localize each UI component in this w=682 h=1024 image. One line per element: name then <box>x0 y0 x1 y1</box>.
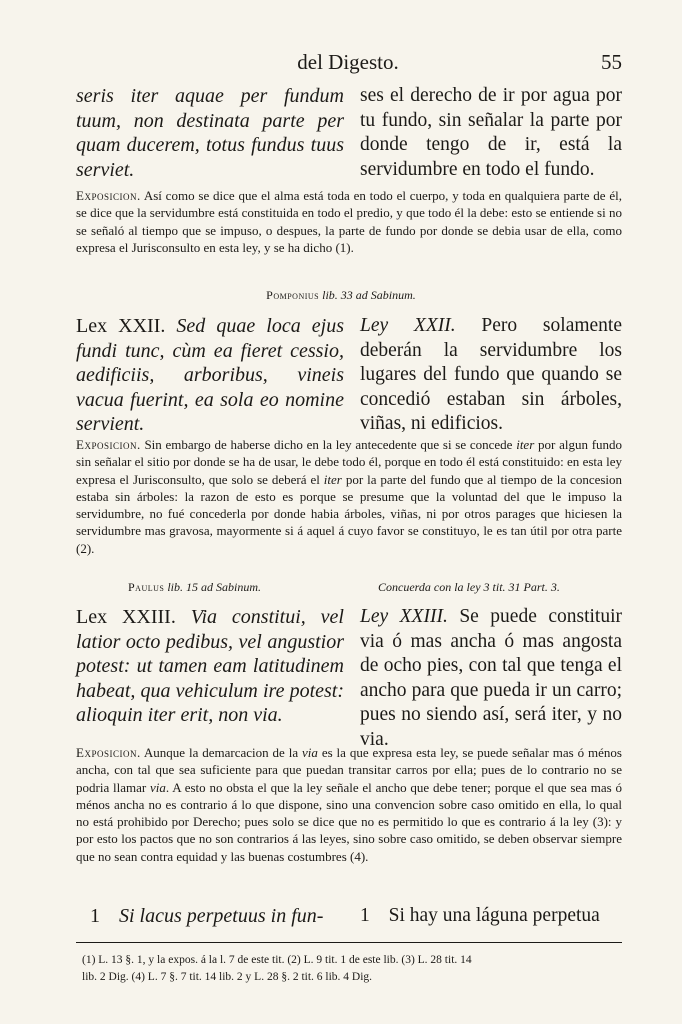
exposicion-2 <box>76 436 622 557</box>
exposicion-text: Sin embargo de haberse dicho en la ley antecedente que si se concede <box>144 437 513 452</box>
lex-22-latin-text: Sed quae loca ejus fundi tunc, cùm ea fieret cessio, aedificiis, arboribus, vineis vacua fuerint, ea sola eo nomine servient. <box>76 315 344 435</box>
concordance-note <box>378 580 560 595</box>
next-law-latin <box>76 904 344 929</box>
page-number: 55 <box>601 50 622 74</box>
spanish-text: ses el derecho de ir por agua por tu fundo, sin señalar la parte por donde tengo de ir, está la servidumbre en todo el fundo. <box>360 85 622 180</box>
lex-23 <box>76 605 622 752</box>
paragraph-number: 1 <box>360 905 370 926</box>
lex-22-latin <box>76 314 344 437</box>
exposicion-1 <box>76 187 622 256</box>
exposicion-3 <box>76 744 622 865</box>
source-pomponius <box>0 288 682 303</box>
footnote-line: (1) L. 13 §. 1, y la expos. á la l. 7 de este tit. (2) L. 9 tit. 1 de este lib. (3) L. 28 tit. 14 <box>82 954 472 966</box>
lex-23-spanish-text: Se puede constituir via ó mas ancha ó mas angosta de ocho pies, con tal que tenga el ancho para que pueda ir un carro; pues no siendo así, será iter, y no via. <box>360 606 622 750</box>
exposicion-text: Así como se dice que el alma está toda en todo el cuerpo, y toda en qualquiera parte de él, se dice que la servidumbre está constituida en todo el predio, y que todo él la debe: esto se entiende si no se señaló al tiempo que se impuso, o despues, la parte de fundo por donde se debia usar de ella, como expresa el Jurisconsulto en esta ley, y se ha dicho (1). <box>76 188 622 255</box>
footnotes <box>82 952 622 986</box>
exposicion-text: es la que expresa esta ley, se puede señalar mas ó ménos ancha, con tal que sea suficiente para que puedan transitar carros por ella; pues de lo contrario no se podria llamar <box>76 745 622 795</box>
lex-23-latin <box>76 605 344 752</box>
next-law-latin-text: Si lacus perpetuus in fun- <box>119 905 324 927</box>
next-law-spanish-text: Si hay una láguna perpetua <box>388 905 600 926</box>
lex-23-latin-label: Lex XXIII. <box>76 606 176 628</box>
page-header <box>74 50 622 80</box>
source-paulus <box>128 580 261 595</box>
source-author: Paulus <box>128 580 165 594</box>
term-via: via <box>150 779 166 795</box>
source-author: Pomponius <box>266 288 320 302</box>
next-law-start <box>76 904 622 929</box>
paragraph-number: 1 <box>90 905 100 927</box>
exposicion-text: por la parte del fundo que al tiempo de la concesion estaba sin árboles: la razon de esto es porque se presume que la voluntad del que le impuso la servidumbre, no fué concederla por donde habia árboles, viñas, ni por otros parages que hiciesen la servidumbre mas gravosa, mayormente si á aquel á cuyo favor se constituyo, le es tan útil por otra parte (2). <box>76 471 623 556</box>
latin-text: seris iter aquae per fundum tuum, non destinata parte per quam ducerem, totus fundus tuus serviet. <box>76 85 344 181</box>
lex-22-spanish <box>360 314 622 437</box>
lex-22 <box>76 314 622 437</box>
term-iter: iter <box>516 437 535 452</box>
footnote-rule <box>76 942 622 943</box>
source-ref: lib. 33 ad Sabinum. <box>322 288 416 302</box>
term-via: via <box>302 745 318 760</box>
law-continuation <box>76 84 622 182</box>
exposicion-label: Exposicion. <box>76 437 141 452</box>
exposicion-label: Exposicion. <box>76 188 141 203</box>
lex-23-latin-text: Via constitui, vel latior octo pedibus, vel angustior potest: ut tamen eam latitudinem habeat, qua vehiculum ire potest: alioquin iter erit, non via. <box>76 606 344 726</box>
term-iter: iter <box>323 471 342 487</box>
next-law-spanish <box>360 904 622 929</box>
lex-23-spanish-label: Ley XXIII. <box>360 606 448 627</box>
lex-22-spanish-label: Ley XXII. <box>360 315 456 336</box>
concordance-text: Concuerda con la ley 3 tit. 31 Part. 3. <box>378 580 560 594</box>
exposicion-label: Exposicion. <box>76 745 141 760</box>
lex-23-spanish <box>360 605 622 752</box>
lex-22-latin-label: Lex XXII. <box>76 315 166 337</box>
exposicion-text: Aunque la demarcacion de la <box>143 745 299 760</box>
exposicion-text: . A esto no obsta el que la ley señale el ancho que debe tener; porque el que sea mas ó ménos ancha no es contrario á lo que dispone, sino una convencion sobre caso omitido en ella, lo qual no está prohibido por Derecho; pues solo se dice que no es permitido lo que es contrario á la ley (3): y por esto los pactos que no son contrarios á las leyes, sino sobre caso omitido, se deben observar siempre que no sean contra equidad y las buenas costumbres (4). <box>76 779 622 864</box>
footnote-line: lib. 2 Dig. (4) L. 7 §. 7 tit. 14 lib. 2 y L. 28 §. 2 tit. 6 lib. 4 Dig. <box>82 971 373 983</box>
source-ref: lib. 15 ad Sabinum. <box>167 580 262 594</box>
lex-22-spanish-text: Pero solamente deberán la servidumbre los lugares del fundo que quando se concedió estaban sin árboles, viñas, ni edificios. <box>360 315 622 434</box>
exposicion-text: por algun fundo sin señalar el sitio por donde se ha de usar, le debe todo él, porque en todo él está constituido: en esta ley expresa el Jurisconsulto, que solo se deberá el <box>76 437 623 487</box>
running-title: del Digesto. <box>297 50 399 74</box>
